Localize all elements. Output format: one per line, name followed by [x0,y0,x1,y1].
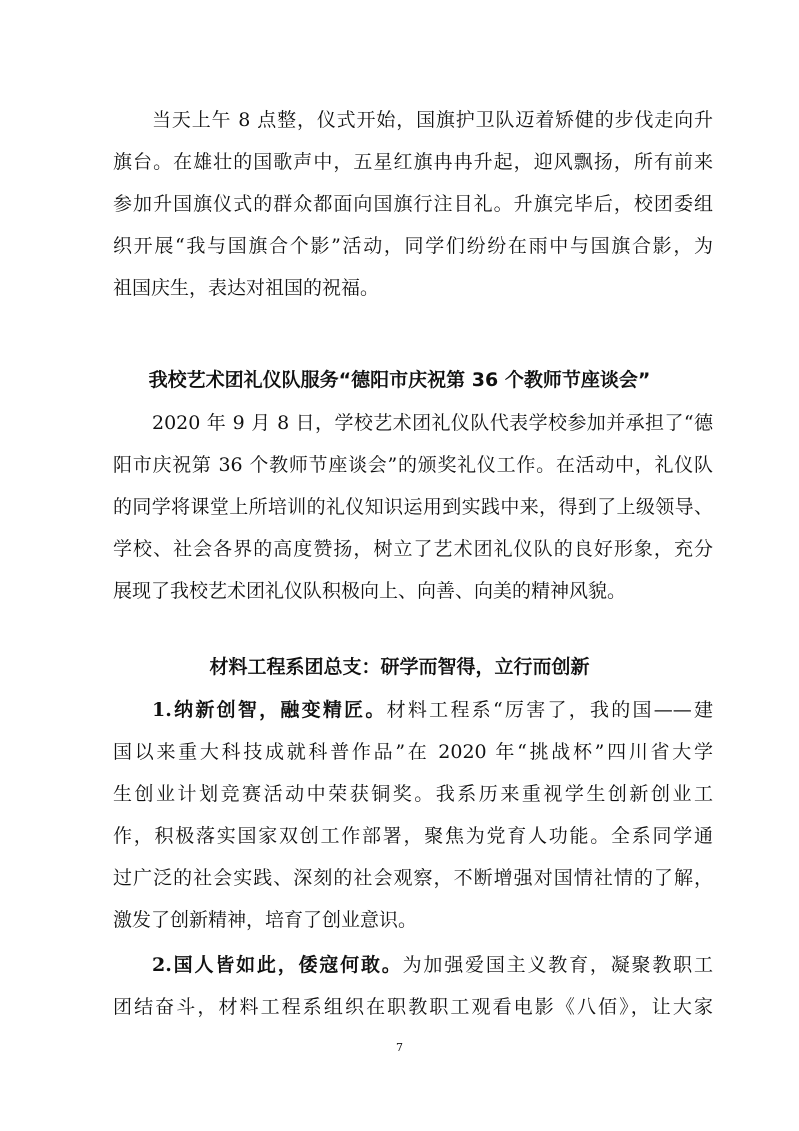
section-heading: 我校艺术团礼仪队服务“德阳市庆祝第 36 个教师节座谈会” [148,369,651,391]
item-text: 为加强爱国主义教育，凝聚教职工 [402,954,713,976]
paragraph-line: 国以来重大科技成就科普作品”在 2020 年“挑战杯”四川省大学 [113,741,713,763]
paragraph-line: 祖国庆生，表达对祖国的祝福。 [113,277,380,299]
paragraph-line: 生创业计划竞赛活动中荣获铜奖。我系历来重视学生创新创业工 [113,783,713,805]
paragraph-line: 的同学将课堂上所培训的礼仪知识运用到实践中来，得到了上级领导、 [113,496,713,518]
paragraph-line: 2020 年 9 月 8 日，学校艺术团礼仪队代表学校参加并承担了“德 [152,412,713,434]
paragraph-line: 团结奋斗，材料工程系组织在职教职工观看电影《八佰》，让大家 [113,996,713,1018]
item-text: 材料工程系“厉害了，我的国——建 [386,699,713,721]
item-lead: 1.纳新创智，融变精匠。 [152,699,387,721]
paragraph-line: 织开展“我与国旗合个影”活动，同学们纷纷在雨中与国旗合影，为 [113,235,713,257]
paragraph-line [152,696,713,724]
paragraph-line: 参加升国旗仪式的群众都面向国旗行注目礼。升旗完毕后，校团委组 [113,193,713,215]
paragraph-line: 作，积极落实国家双创工作部署，聚焦为党育人功能。全系同学通 [113,825,713,847]
paragraph-line: 激发了创新精神，培育了创业意识。 [113,909,418,931]
paragraph-line [152,951,713,979]
paragraph-line: 阳市庆祝第 36 个教师节座谈会”的颁奖礼仪工作。在活动中，礼仪队 [113,454,713,476]
section-heading: 材料工程系团总支：研学而智得，立行而创新 [209,656,590,678]
paragraph-line: 过广泛的社会实践、深刻的社会观察，不断增强对国情社情的了解， [113,867,713,889]
item-lead: 2.国人皆如此，倭寇何敢。 [152,954,403,976]
paragraph-line: 当天上午 8 点整，仪式开始，国旗护卫队迈着矫健的步伐走向升 [152,109,713,131]
paragraph-line: 旗台。在雄壮的国歌声中，五星红旗冉冉升起，迎风飘扬，所有前来 [113,151,713,173]
paragraph-line: 学校、社会各界的高度赞扬，树立了艺术团礼仪队的良好形象，充分 [113,538,713,560]
page-number: 7 [396,1041,403,1054]
paragraph-line: 展现了我校艺术团礼仪队积极向上、向善、向美的精神风貌。 [113,580,627,602]
